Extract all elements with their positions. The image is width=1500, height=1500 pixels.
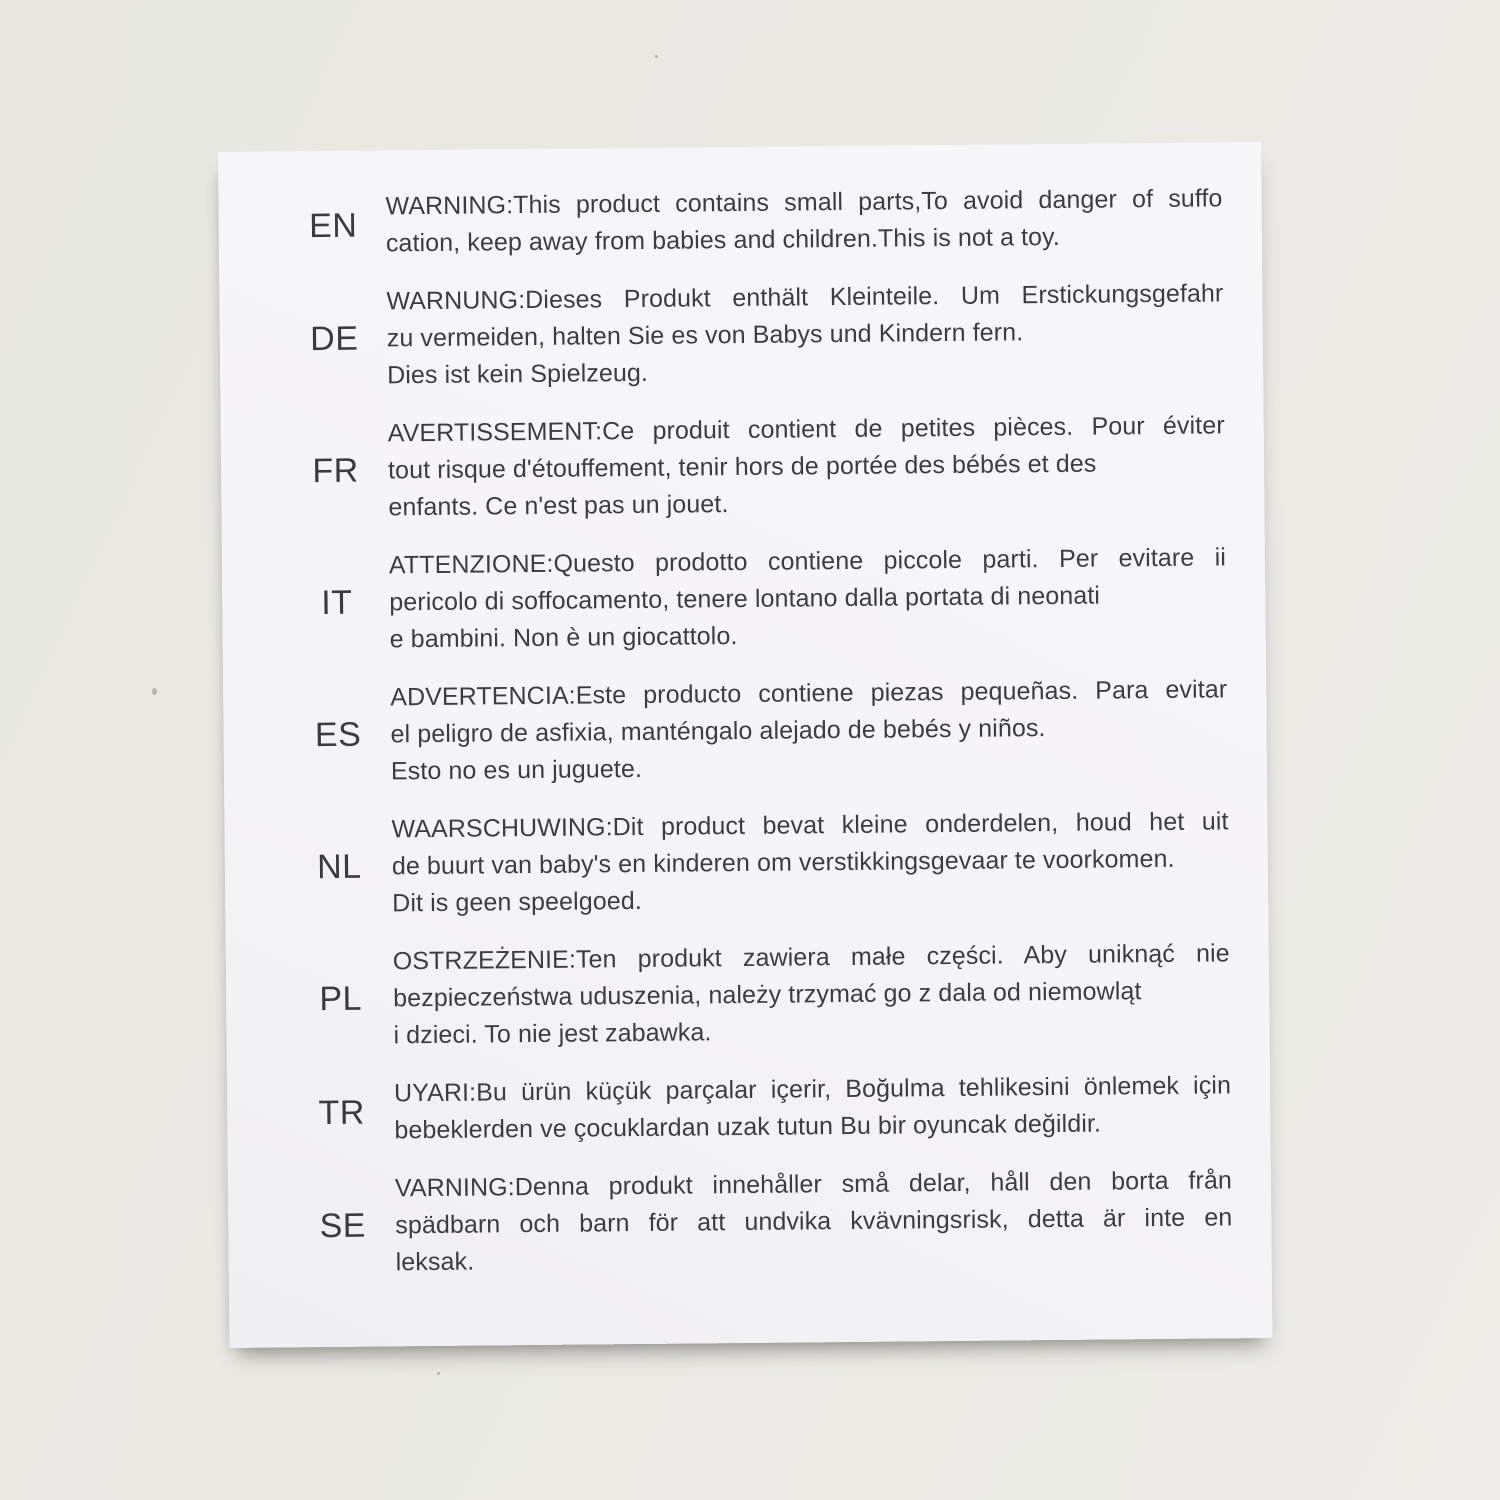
warning-text-line: WAARSCHUWING:Dit product bevat kleine onderdelen, houd het uit	[391, 807, 1229, 844]
language-section-pl	[226, 935, 1270, 1056]
warning-text	[395, 1162, 1233, 1281]
warning-text-line: de buurt van baby's en kinderen om verstikkingsgevaar te voorkomen.	[391, 844, 1175, 881]
language-section-en	[218, 180, 1262, 264]
dust-speck	[655, 55, 658, 58]
warning-text-line: VARNING:Denna produkt innehåller små delar, håll den borta från	[394, 1166, 1233, 1203]
warning-text-line: Dit is geen speelgoed.	[392, 886, 642, 918]
warning-text-line: WARNUNG:Dieses Produkt enthält Kleinteile. Um Erstickungsgefahr	[386, 279, 1224, 316]
language-code: FR	[312, 451, 359, 491]
warning-text-line: cation, keep away from babies and children.This is not a toy.	[385, 222, 1061, 258]
warning-text-line: Esto no es un juguete.	[390, 754, 643, 786]
dust-speck	[152, 688, 157, 695]
warning-text	[393, 935, 1231, 1054]
language-section-de	[219, 275, 1263, 396]
language-section-fr	[221, 407, 1265, 528]
warning-text-line: el peligro de asfixia, manténgalo alejado de bebés y niños.	[390, 714, 1046, 749]
warning-text-line: ATTENZIONE:Questo prodotto contiene piccole parti. Per evitare ii	[388, 543, 1227, 580]
warning-text-line: tout risque d'étouffement, tenir hors de portée des bébés et des	[387, 449, 1097, 485]
language-code: NL	[316, 847, 362, 887]
warning-text-line: ADVERTENCIA:Este producto contiene piezas pequeñas. Para evitar	[390, 675, 1228, 712]
warning-text	[394, 1067, 1232, 1149]
language-code: PL	[319, 979, 363, 1019]
warning-label-sheet	[218, 142, 1272, 1348]
warning-text	[390, 671, 1228, 790]
language-code: ES	[314, 715, 362, 755]
language-code: EN	[308, 206, 358, 245]
language-section-it	[222, 539, 1266, 660]
warning-text-line: pericolo di soffocamento, tenere lontano dalla portata di neonati	[389, 581, 1101, 617]
language-section-es	[223, 671, 1267, 792]
language-code: TR	[318, 1093, 366, 1132]
language-code: IT	[321, 583, 353, 623]
dust-speck	[437, 1372, 440, 1375]
warning-text-line: OSTRZEŻENIE:Ten produkt zawiera małe części. Aby uniknąć nie	[392, 939, 1230, 976]
warning-text	[385, 180, 1223, 262]
warning-text-line: Dies ist kein Spielzeug.	[387, 358, 649, 390]
warning-text-line: e bambini. Non è un giocattolo.	[389, 622, 738, 654]
language-section-tr	[227, 1067, 1271, 1151]
language-section-nl	[224, 803, 1268, 924]
language-code: DE	[309, 319, 359, 359]
warning-text-line: enfants. Ce n'est pas un jouet.	[388, 490, 729, 522]
warning-text-line: i dzieci. To nie jest zabawka.	[393, 1018, 712, 1050]
language-section-se	[228, 1162, 1272, 1283]
warning-text-line: AVERTISSEMENT:Ce produit contient de petites pièces. Pour éviter	[387, 411, 1225, 448]
warning-text-line: zu vermeiden, halten Sie es von Babys und Kindern fern.	[386, 318, 1024, 353]
warning-text-line: spädbarn och barn för att undvika kvävningsrisk, detta är inte en	[395, 1203, 1233, 1240]
warning-text-line: WARNING:This product contains small parts,To avoid danger of suffo	[385, 184, 1223, 221]
warning-text-line: bebeklerden ve çocuklardan uzak tutun Bu bir oyuncak değildir.	[394, 1109, 1102, 1145]
warning-text	[386, 275, 1224, 394]
warning-text	[388, 407, 1226, 526]
warning-text-line: bezpieczeństwa uduszenia, należy trzymać go z dala od niemowląt	[392, 977, 1142, 1013]
warning-text	[389, 539, 1227, 658]
language-code: SE	[319, 1206, 367, 1246]
warning-text	[391, 803, 1229, 922]
warning-text-line: UYARI:Bu ürün küçük parçalar içerir, Boğulma tehlikesini önlemek için	[393, 1071, 1232, 1108]
warning-text-line: leksak.	[395, 1247, 475, 1277]
